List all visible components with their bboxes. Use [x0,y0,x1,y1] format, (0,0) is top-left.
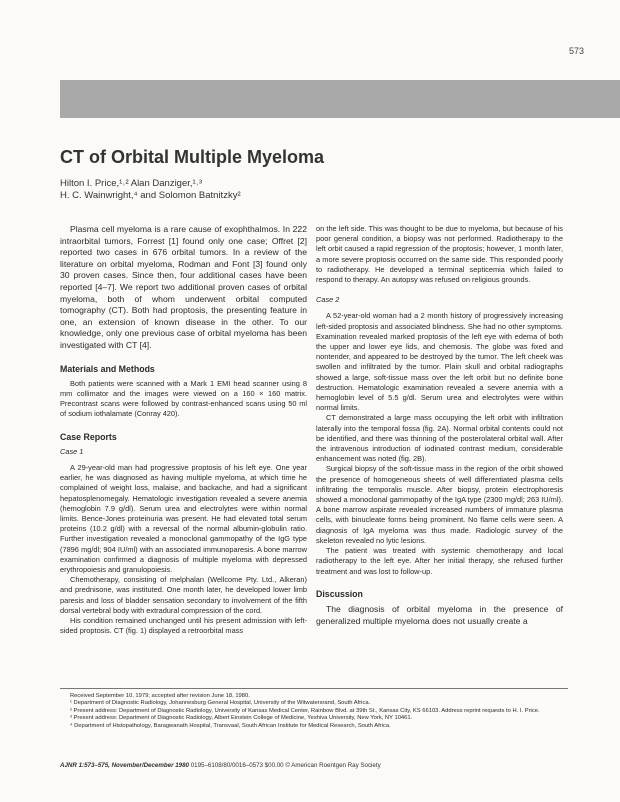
author-list [60,178,241,201]
article-title: CT of Orbital Multiple Myeloma [60,147,325,167]
left-column [60,224,307,636]
footnotes [60,688,568,730]
author-line-2: H. C. Wainwright,⁴ and Solomon Batnitzky² [60,189,241,201]
case-2-paragraph-1: A 52-year-old woman had a 2 month history of progressively increasing left-sided proptosis and associated blindness. She had no other symptoms. Examination revealed marked proptosis of the left eye with edema of both the upper and lower eye lids, and chemosis. The globe was fixed and nontender, and appeared to be destroyed by the tumor. The left cheek was swollen and infiltrated by the tumor. Plain skull and orbital radiographs showed a large, soft-tissue mass over the left orbit but no definite bone destruction. Hematologic examination revealed a severe anemia with a hemoglobin level of 5.5 g/dl. Serum urea and electrolytes were within normal limits. [316,311,563,413]
journal-reference: AJNR 1:573–575, November/December 1980 [60,762,189,769]
right-column [316,224,563,627]
footnote-4: ⁴ Department of Histopathology, Baragwanath Hospital, Transvaal, South African Institute for Medical Research, South Africa. [70,722,391,729]
intro-paragraph: Plasma cell myeloma is a rare cause of exophthalmos. In 222 intraorbital tumors, Forrest [1] found only one case; Offret [2] reported two cases in 676 orbital tumors. In a review of the literature on orbital myeloma, Rodman and Font [3] found only 30 proven cases. Since then, four additional cases have been reported [4–7]. We report two additional proven cases of orbital myeloma, both of whom underwent orbital computed tomography (CT). Both had proptosis, the presenting feature in one, an extension of known disease in the other. To our knowledge, only one previous case of orbital myeloma has been investigated with CT [4]. [60,224,307,350]
footnote-received: Received September 10, 1979; accepted after revision June 18, 1980. [70,693,250,699]
author-line-1: Hilton I. Price,¹˒² Alan Danziger,¹˒³ [60,178,203,189]
case-2-paragraph-4: The patient was treated with systemic chemotherapy and local radiotherapy to the left eye. After her initial therapy, she refused further treatment and was lost to follow-up. [316,546,563,576]
journal-issn-copyright: 0195–6108/80/0016–0573 $00.00 © American Roentgen Ray Society [188,762,381,769]
page-number: 573 [568,46,584,56]
journal-citation [60,762,381,769]
case-1-paragraph-3-continued: on the left side. This was thought to be due to myeloma, but because of his poor general condition, a biopsy was not performed. Radiotherapy to the left orbit caused a rapid regression of the proptosis; however, 1 month later, a more severe proptosis occurred on the same side. This responded poorly to radiotherapy. He developed a terminal septicemia which failed to respond to therapy. An autopsy was refused on religious grounds. [316,224,563,285]
footnote-1: ¹ Department of Diagnostic Radiology, Johannesburg General Hospital, University of the Witwatersrand, South Africa. [70,700,371,707]
case-2-label: Case 2 [316,295,340,305]
discussion-paragraph: The diagnosis of orbital myeloma in the presence of generalized multiple myeloma does not usually create a [316,603,563,626]
case-2-paragraph-3: Surgical biopsy of the soft-tissue mass in the region of the orbit showed the presence of homogeneous sheets of well differentiated plasma cells infiltrating the temporalis muscle. After biopsy, protein electrophoresis showed a monoclonal gammopathy of the IgA type (2300 mg/dl; 263 IU/ml). A bone marrow aspirate revealed increased numbers of immature plasma cells, with binucleate forms being prominent. No flame cells were seen. A diagnosis of IgA myeloma was thus made. Radiologic survey of the skeleton revealed no lytic lesions. [316,464,563,545]
methods-paragraph: Both patients were scanned with a Mark 1 EMI head scanner using 8 mm collimator and the images were viewed on a 160 × 160 matrix. Precontrast scans were followed by contrast-enhanced scans using 50 ml of sodium iothalamate (Conray 420). [60,378,307,419]
case-2-paragraph-2: CT demonstrated a large mass occupying the left orbit with infiltration laterally into the temporal fossa (fig. 2A). Normal orbital contents could not be identified, and there was thinning of the posterolateral orbital wall. After the intravenous introduction of iodinated contrast medium, considerable enhancement was noted (fig. 2B). [316,413,563,464]
footnote-3: ³ Present address: Department of Diagnostic Radiology, Albert Einstein College of Medicine, Yeshiva University, New York, NY 10461. [70,715,413,722]
case-1-label: Case 1 [60,446,84,456]
footnote-2: ² Present address: Department of Diagnostic Radiology, University of Kansas Medical Center, Rainbow Blvd. at 39th St., Kansas City, KS 66103. Address reprint requests to H. I. Price. [70,707,540,714]
discussion-heading: Discussion [316,588,363,599]
case-1-paragraph-1: A 29-year-old man had progressive proptosis of his left eye. One year earlier, he was diagnosed as having multiple myeloma, at which time he complained of weight loss, malaise, and backache, and had a significant hepatosplenomegaly. Hematologic investigation revealed a severe anemia (hemoglobin 7.9 g/dl). Serum urea and electrolytes were within normal limits. Bence-Jones proteinuria was present. He had elevated total serum proteins (10.2 g/dl) with a reversal of the normal albumin-globulin ratio. Further investigation revealed a monoclonal gammopathy of the IgG type (7896 mg/dl; 904 IU/ml) with an associated immunoparesis. A bone marrow examination confirmed a diagnosis of multiple myeloma with depressed erythropoiesis and granulopoiesis. [60,462,307,574]
case-1-paragraph-2: Chemotherapy, consisting of melphalan (Wellcome Pty. Ltd., Alkeran) and prednisone, was instituted. One month later, he developed lower limb paresis and loss of bladder sensation secondary to involvement of the fifth dorsal vertebral body with extradural compression of the cord. [60,575,307,615]
case-reports-heading: Case Reports [60,431,117,442]
header-band [60,80,620,118]
methods-heading: Materials and Methods [60,363,155,374]
case-1-paragraph-3: His condition remained unchanged until his present admission with left-sided proptosis. CT (fig. 1) displayed a retroorbital mass [60,616,307,636]
